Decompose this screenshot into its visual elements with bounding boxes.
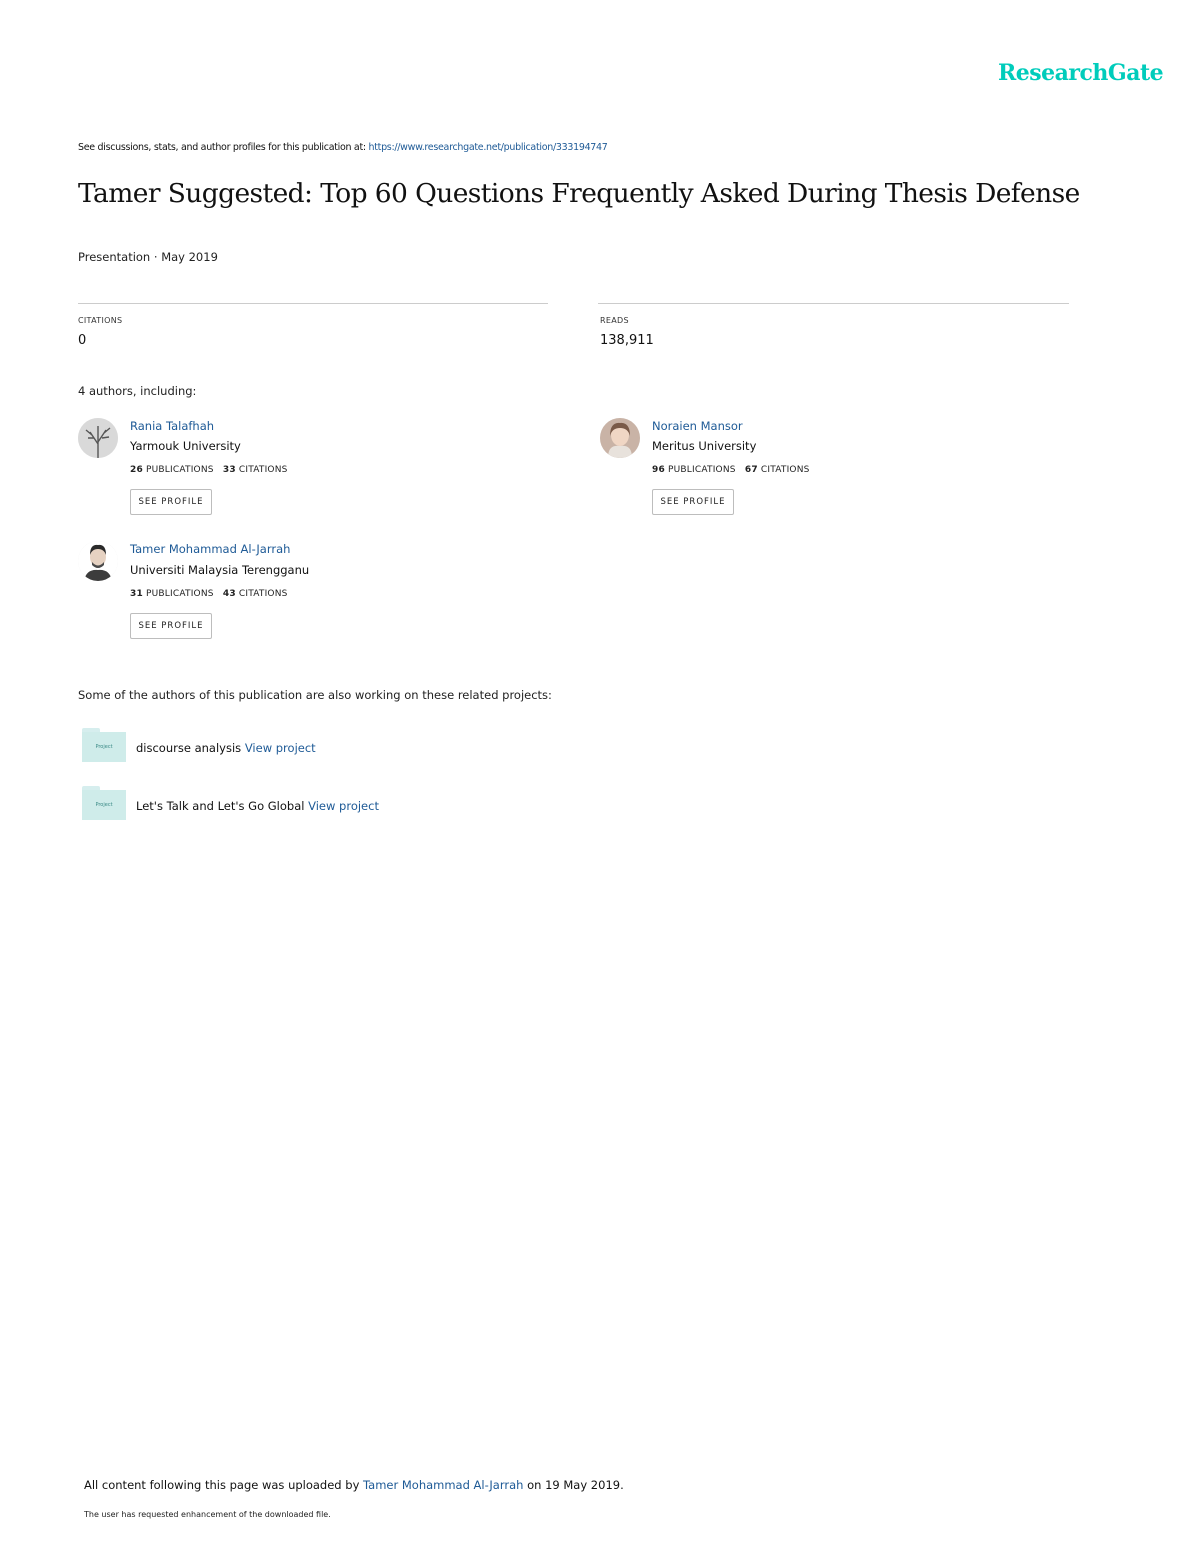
enhancement-note: The user has requested enhancement of the downloaded file.: [84, 1510, 331, 1519]
author-name-link[interactable]: Tamer Mohammad Al-Jarrah: [130, 542, 291, 556]
author-avatar[interactable]: [78, 541, 118, 581]
publication-type-date: Presentation · May 2019: [78, 250, 218, 264]
project-item: [136, 799, 379, 813]
divider-left: [78, 303, 548, 304]
project-folder-icon: [82, 786, 126, 820]
person-photo-icon: [78, 541, 118, 581]
person-photo-icon: [600, 418, 640, 458]
author-avatar[interactable]: [78, 418, 118, 458]
project-icon-label: Project: [95, 802, 113, 808]
upload-prefix: All content following this page was uploaded by: [84, 1478, 364, 1492]
divider-right: [598, 303, 1069, 304]
related-projects-heading: Some of the authors of this publication are also working on these related projects:: [78, 688, 552, 702]
publications-count: 96: [652, 465, 665, 475]
project-icon-label: Project: [95, 744, 113, 750]
author-stats: [130, 465, 288, 475]
authors-heading: 4 authors, including:: [78, 384, 197, 398]
author-avatar[interactable]: [600, 418, 640, 458]
citations-label: CITATIONS: [238, 589, 288, 599]
tree-photo-icon: [78, 418, 118, 458]
author-name-link[interactable]: Noraien Mansor: [652, 419, 743, 433]
author-institution: Universiti Malaysia Terengganu: [130, 563, 310, 577]
author-stats: [130, 589, 288, 599]
publications-label: PUBLICATIONS: [146, 589, 214, 599]
author-stats: [652, 465, 810, 475]
author-institution: Meritus University: [652, 439, 757, 453]
author-institution: Yarmouk University: [130, 439, 241, 453]
publications-label: PUBLICATIONS: [146, 465, 214, 475]
citations-count: 43: [222, 589, 236, 599]
publications-label: PUBLICATIONS: [668, 465, 736, 475]
upload-notice: [84, 1478, 624, 1492]
project-folder-icon: [82, 728, 126, 762]
upload-suffix: on 19 May 2019.: [523, 1478, 624, 1492]
citations-label: CITATIONS: [78, 316, 123, 325]
citations-value: 0: [78, 333, 87, 348]
publications-count: 26: [130, 465, 143, 475]
reads-value: 138,911: [600, 333, 654, 348]
uploader-link[interactable]: Tamer Mohammad Al-Jarrah: [363, 1478, 524, 1492]
see-profile-button[interactable]: SEE PROFILE: [130, 613, 212, 639]
view-project-link[interactable]: View project: [308, 799, 379, 813]
project-name: Let's Talk and Let's Go Global: [136, 799, 309, 813]
see-discussions-text: See discussions, stats, and author profiles for this publication at:: [78, 142, 369, 153]
view-project-link[interactable]: View project: [244, 741, 316, 755]
publication-title: Tamer Suggested: Top 60 Questions Frequently Asked During Thesis Defense: [78, 178, 1080, 209]
author-name-link[interactable]: Rania Talafhah: [130, 419, 215, 433]
citations-count: 67: [744, 465, 758, 475]
see-profile-button[interactable]: SEE PROFILE: [130, 489, 212, 515]
reads-label: READS: [600, 316, 629, 325]
citations-label: CITATIONS: [760, 465, 810, 475]
project-name: discourse analysis: [136, 741, 245, 755]
researchgate-logo[interactable]: ResearchGate: [998, 60, 1164, 86]
citations-count: 33: [222, 465, 236, 475]
citations-label: CITATIONS: [238, 465, 288, 475]
publication-url-line: [78, 142, 608, 153]
see-profile-button[interactable]: SEE PROFILE: [652, 489, 734, 515]
project-item: [136, 741, 316, 755]
publication-url-link[interactable]: https://www.researchgate.net/publication/333194747: [368, 142, 608, 153]
publications-count: 31: [130, 589, 143, 599]
